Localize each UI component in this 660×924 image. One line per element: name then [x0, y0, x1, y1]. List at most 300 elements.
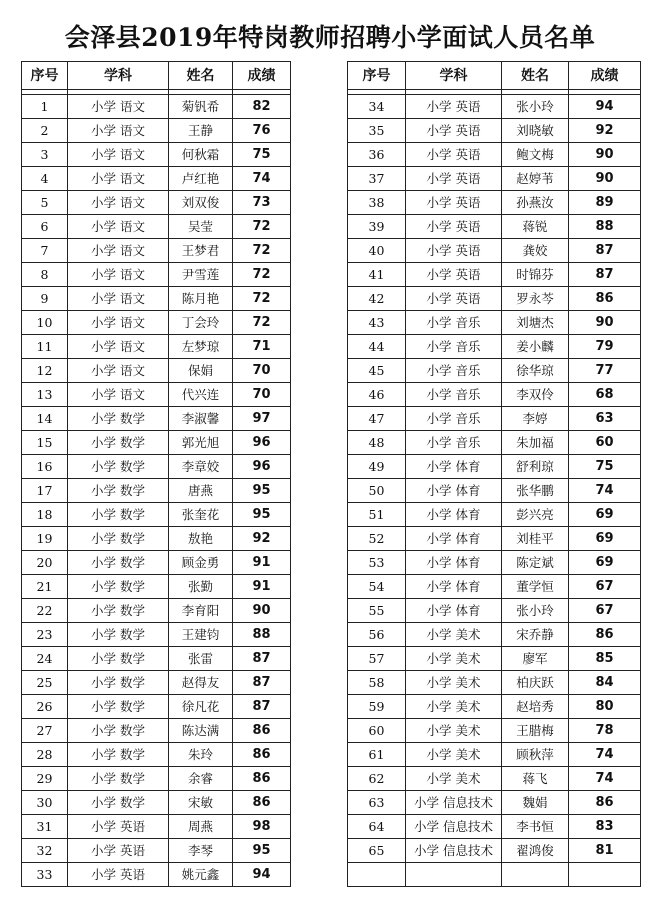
row-score: 86 — [569, 791, 641, 815]
row-score: 94 — [569, 95, 641, 119]
table-row — [22, 815, 291, 839]
table-row — [22, 359, 291, 383]
right-roster-table — [347, 61, 641, 887]
table-row — [348, 695, 641, 719]
row-score: 91 — [233, 551, 291, 575]
row-name: 李育阳 — [169, 599, 233, 623]
row-name: 张雷 — [169, 647, 233, 671]
table-row — [348, 479, 641, 503]
header-row — [348, 62, 641, 90]
row-number: 48 — [348, 431, 406, 455]
row-name: 刘塘杰 — [502, 311, 569, 335]
row-score: 87 — [233, 695, 291, 719]
row-number: 31 — [22, 815, 68, 839]
row-number: 28 — [22, 743, 68, 767]
row-name: 王腊梅 — [502, 719, 569, 743]
row-score: 86 — [233, 791, 291, 815]
header-row — [22, 62, 291, 90]
table-row — [22, 407, 291, 431]
row-subject: 小学 美术 — [406, 623, 502, 647]
table-row — [348, 167, 641, 191]
row-subject: 小学 数学 — [68, 599, 169, 623]
row-name: 卢红艳 — [169, 167, 233, 191]
row-name: 陈月艳 — [169, 287, 233, 311]
row-number: 1 — [22, 95, 68, 119]
row-name: 尹雪莲 — [169, 263, 233, 287]
table-row — [22, 263, 291, 287]
row-subject: 小学 英语 — [68, 863, 169, 887]
table-row — [348, 119, 641, 143]
row-subject: 小学 语文 — [68, 119, 169, 143]
row-score: 86 — [233, 743, 291, 767]
row-number — [348, 863, 406, 887]
row-score: 98 — [233, 815, 291, 839]
row-subject: 小学 美术 — [406, 695, 502, 719]
row-number: 59 — [348, 695, 406, 719]
row-number: 40 — [348, 239, 406, 263]
row-name: 柏庆跃 — [502, 671, 569, 695]
table-row — [348, 839, 641, 863]
row-subject — [406, 863, 502, 887]
row-subject: 小学 体育 — [406, 599, 502, 623]
header-subject: 学科 — [68, 62, 169, 90]
header-no: 序号 — [22, 62, 68, 90]
table-row — [22, 863, 291, 887]
row-name: 代兴连 — [169, 383, 233, 407]
row-number: 30 — [22, 791, 68, 815]
row-number: 38 — [348, 191, 406, 215]
row-name: 顾金勇 — [169, 551, 233, 575]
header-subject: 学科 — [406, 62, 502, 90]
row-score: 90 — [569, 143, 641, 167]
row-name: 王建钧 — [169, 623, 233, 647]
row-score: 90 — [569, 311, 641, 335]
row-number: 50 — [348, 479, 406, 503]
header-score: 成绩 — [233, 62, 291, 90]
row-subject: 小学 数学 — [68, 623, 169, 647]
row-number: 6 — [22, 215, 68, 239]
row-name: 姚元鑫 — [169, 863, 233, 887]
row-score: 75 — [569, 455, 641, 479]
row-number: 24 — [22, 647, 68, 671]
table-row — [22, 335, 291, 359]
row-name: 敖艳 — [169, 527, 233, 551]
row-number: 7 — [22, 239, 68, 263]
row-subject: 小学 数学 — [68, 575, 169, 599]
row-number: 13 — [22, 383, 68, 407]
row-name: 张小玲 — [502, 95, 569, 119]
row-name: 李双伶 — [502, 383, 569, 407]
table-row — [22, 695, 291, 719]
row-score: 77 — [569, 359, 641, 383]
row-number: 39 — [348, 215, 406, 239]
row-number: 15 — [22, 431, 68, 455]
row-subject: 小学 音乐 — [406, 383, 502, 407]
row-subject: 小学 信息技术 — [406, 815, 502, 839]
row-score: 88 — [569, 215, 641, 239]
table-row — [22, 647, 291, 671]
row-name: 朱加福 — [502, 431, 569, 455]
row-score: 70 — [233, 359, 291, 383]
table-row — [22, 167, 291, 191]
row-number: 45 — [348, 359, 406, 383]
row-name: 张华鹏 — [502, 479, 569, 503]
row-number: 17 — [22, 479, 68, 503]
row-name: 王静 — [169, 119, 233, 143]
row-name: 丁会玲 — [169, 311, 233, 335]
row-number: 9 — [22, 287, 68, 311]
row-number: 51 — [348, 503, 406, 527]
row-number: 35 — [348, 119, 406, 143]
row-number: 53 — [348, 551, 406, 575]
row-score: 81 — [569, 839, 641, 863]
row-subject: 小学 语文 — [68, 359, 169, 383]
table-row — [22, 383, 291, 407]
header-name: 姓名 — [502, 62, 569, 90]
row-score: 92 — [233, 527, 291, 551]
row-number: 4 — [22, 167, 68, 191]
row-subject: 小学 语文 — [68, 95, 169, 119]
row-score: 67 — [569, 599, 641, 623]
row-subject: 小学 英语 — [406, 239, 502, 263]
row-subject: 小学 数学 — [68, 455, 169, 479]
row-number: 5 — [22, 191, 68, 215]
row-number: 16 — [22, 455, 68, 479]
row-score: 83 — [569, 815, 641, 839]
row-name: 顾秋萍 — [502, 743, 569, 767]
table-row — [22, 311, 291, 335]
table-row — [22, 623, 291, 647]
row-subject: 小学 体育 — [406, 575, 502, 599]
row-score: 95 — [233, 479, 291, 503]
table-row — [348, 143, 641, 167]
table-row — [22, 527, 291, 551]
row-score: 68 — [569, 383, 641, 407]
row-number: 63 — [348, 791, 406, 815]
row-number: 57 — [348, 647, 406, 671]
table-row — [348, 407, 641, 431]
row-number: 33 — [22, 863, 68, 887]
row-subject: 小学 体育 — [406, 479, 502, 503]
row-score: 70 — [233, 383, 291, 407]
row-name: 张奎花 — [169, 503, 233, 527]
row-name: 罗永芩 — [502, 287, 569, 311]
table-row — [22, 479, 291, 503]
table-row — [22, 95, 291, 119]
row-score: 84 — [569, 671, 641, 695]
row-subject: 小学 英语 — [406, 119, 502, 143]
row-score: 72 — [233, 215, 291, 239]
table-row — [348, 791, 641, 815]
row-name: 龚姣 — [502, 239, 569, 263]
row-subject: 小学 数学 — [68, 527, 169, 551]
row-score: 78 — [569, 719, 641, 743]
row-number: 41 — [348, 263, 406, 287]
row-name: 余睿 — [169, 767, 233, 791]
row-score: 86 — [233, 719, 291, 743]
table-row — [22, 503, 291, 527]
row-subject: 小学 数学 — [68, 407, 169, 431]
table-row — [348, 623, 641, 647]
table-row — [348, 575, 641, 599]
row-number: 11 — [22, 335, 68, 359]
row-name: 徐华琼 — [502, 359, 569, 383]
table-row — [22, 791, 291, 815]
row-subject: 小学 英语 — [406, 287, 502, 311]
row-score: 92 — [569, 119, 641, 143]
table-row — [22, 671, 291, 695]
row-score: 75 — [233, 143, 291, 167]
row-subject: 小学 语文 — [68, 191, 169, 215]
row-subject: 小学 语文 — [68, 287, 169, 311]
row-score: 63 — [569, 407, 641, 431]
table-row — [22, 551, 291, 575]
row-name: 左梦琼 — [169, 335, 233, 359]
row-number: 36 — [348, 143, 406, 167]
row-score: 71 — [233, 335, 291, 359]
table-row — [22, 239, 291, 263]
table-row — [22, 767, 291, 791]
row-number: 37 — [348, 167, 406, 191]
table-row — [348, 719, 641, 743]
row-subject: 小学 数学 — [68, 647, 169, 671]
row-name: 鲍文梅 — [502, 143, 569, 167]
row-score: 69 — [569, 503, 641, 527]
row-score: 87 — [569, 263, 641, 287]
row-subject: 小学 英语 — [406, 167, 502, 191]
row-score: 82 — [233, 95, 291, 119]
row-score: 86 — [233, 767, 291, 791]
row-score: 72 — [233, 287, 291, 311]
row-number: 23 — [22, 623, 68, 647]
row-name: 王梦君 — [169, 239, 233, 263]
row-score: 69 — [569, 527, 641, 551]
row-number: 26 — [22, 695, 68, 719]
row-name: 李书恒 — [502, 815, 569, 839]
table-row — [348, 263, 641, 287]
row-subject: 小学 语文 — [68, 239, 169, 263]
row-subject: 小学 数学 — [68, 695, 169, 719]
row-number: 29 — [22, 767, 68, 791]
row-score: 87 — [233, 671, 291, 695]
table-row — [348, 287, 641, 311]
row-subject: 小学 语文 — [68, 311, 169, 335]
row-score: 72 — [233, 239, 291, 263]
table-row — [22, 215, 291, 239]
row-name: 李淑馨 — [169, 407, 233, 431]
table-row — [348, 215, 641, 239]
table-row — [22, 431, 291, 455]
table-row — [22, 575, 291, 599]
row-score: 69 — [569, 551, 641, 575]
table-row — [348, 647, 641, 671]
table-row — [348, 863, 641, 887]
row-name: 朱玲 — [169, 743, 233, 767]
row-score: 88 — [233, 623, 291, 647]
row-subject: 小学 信息技术 — [406, 839, 502, 863]
table-row — [348, 527, 641, 551]
table-row — [22, 743, 291, 767]
row-name: 李章姣 — [169, 455, 233, 479]
row-subject: 小学 语文 — [68, 143, 169, 167]
row-name: 彭兴亮 — [502, 503, 569, 527]
table-row — [348, 335, 641, 359]
table-row — [22, 143, 291, 167]
row-name: 蒋锐 — [502, 215, 569, 239]
row-number: 52 — [348, 527, 406, 551]
row-score: 91 — [233, 575, 291, 599]
row-subject: 小学 英语 — [406, 263, 502, 287]
table-row — [348, 671, 641, 695]
row-subject: 小学 体育 — [406, 551, 502, 575]
row-number: 43 — [348, 311, 406, 335]
table-row — [348, 815, 641, 839]
table-row — [348, 359, 641, 383]
row-subject: 小学 数学 — [68, 503, 169, 527]
row-number: 42 — [348, 287, 406, 311]
row-subject: 小学 英语 — [406, 143, 502, 167]
row-score: 89 — [569, 191, 641, 215]
table-row — [22, 191, 291, 215]
row-name: 保娟 — [169, 359, 233, 383]
row-score: 96 — [233, 431, 291, 455]
row-number: 55 — [348, 599, 406, 623]
row-score: 87 — [233, 647, 291, 671]
row-subject: 小学 语文 — [68, 167, 169, 191]
row-subject: 小学 英语 — [406, 215, 502, 239]
row-name: 廖军 — [502, 647, 569, 671]
row-subject: 小学 体育 — [406, 503, 502, 527]
table-row — [348, 311, 641, 335]
row-subject: 小学 语文 — [68, 335, 169, 359]
table-row — [348, 503, 641, 527]
row-number: 22 — [22, 599, 68, 623]
header-score: 成绩 — [569, 62, 641, 90]
row-number: 65 — [348, 839, 406, 863]
row-name: 刘晓敏 — [502, 119, 569, 143]
row-subject: 小学 音乐 — [406, 407, 502, 431]
row-name: 唐燕 — [169, 479, 233, 503]
table-row — [22, 719, 291, 743]
row-name: 郭光旭 — [169, 431, 233, 455]
table-row — [348, 239, 641, 263]
row-subject: 小学 信息技术 — [406, 791, 502, 815]
row-name: 何秋霜 — [169, 143, 233, 167]
row-subject: 小学 美术 — [406, 767, 502, 791]
row-name: 翟鸿俊 — [502, 839, 569, 863]
row-name: 赵婷苇 — [502, 167, 569, 191]
row-number: 27 — [22, 719, 68, 743]
row-name: 陈定斌 — [502, 551, 569, 575]
row-name: 孙燕汝 — [502, 191, 569, 215]
table-row — [348, 767, 641, 791]
row-subject: 小学 数学 — [68, 431, 169, 455]
row-subject: 小学 美术 — [406, 671, 502, 695]
row-number: 64 — [348, 815, 406, 839]
row-number: 12 — [22, 359, 68, 383]
row-score: 96 — [233, 455, 291, 479]
row-name: 菊钒希 — [169, 95, 233, 119]
row-number: 58 — [348, 671, 406, 695]
row-name — [502, 863, 569, 887]
left-roster-table — [21, 61, 291, 887]
row-name: 宋敏 — [169, 791, 233, 815]
row-score: 60 — [569, 431, 641, 455]
table-row — [348, 599, 641, 623]
row-score: 90 — [569, 167, 641, 191]
row-number: 2 — [22, 119, 68, 143]
row-subject: 小学 数学 — [68, 743, 169, 767]
row-score — [569, 863, 641, 887]
row-name: 李琴 — [169, 839, 233, 863]
row-name: 徐凡花 — [169, 695, 233, 719]
table-row — [22, 119, 291, 143]
row-name: 李婷 — [502, 407, 569, 431]
row-subject: 小学 英语 — [406, 95, 502, 119]
row-name: 时锦芬 — [502, 263, 569, 287]
row-name: 舒利琼 — [502, 455, 569, 479]
row-score: 97 — [233, 407, 291, 431]
header-no: 序号 — [348, 62, 406, 90]
row-name: 蒋飞 — [502, 767, 569, 791]
row-score: 76 — [233, 119, 291, 143]
row-name: 宋乔静 — [502, 623, 569, 647]
row-subject: 小学 数学 — [68, 671, 169, 695]
row-number: 8 — [22, 263, 68, 287]
row-subject: 小学 英语 — [68, 815, 169, 839]
row-number: 25 — [22, 671, 68, 695]
row-score: 73 — [233, 191, 291, 215]
row-subject: 小学 语文 — [68, 383, 169, 407]
row-number: 61 — [348, 743, 406, 767]
row-score: 80 — [569, 695, 641, 719]
table-row — [348, 191, 641, 215]
row-score: 94 — [233, 863, 291, 887]
row-score: 72 — [233, 263, 291, 287]
table-row — [22, 599, 291, 623]
row-number: 46 — [348, 383, 406, 407]
table-row — [348, 743, 641, 767]
row-name: 魏娟 — [502, 791, 569, 815]
table-row — [22, 455, 291, 479]
row-number: 44 — [348, 335, 406, 359]
row-score: 85 — [569, 647, 641, 671]
row-score: 67 — [569, 575, 641, 599]
row-subject: 小学 音乐 — [406, 359, 502, 383]
row-subject: 小学 音乐 — [406, 431, 502, 455]
row-subject: 小学 数学 — [68, 719, 169, 743]
row-score: 87 — [569, 239, 641, 263]
row-score: 72 — [233, 311, 291, 335]
row-number: 19 — [22, 527, 68, 551]
table-row — [348, 383, 641, 407]
row-subject: 小学 音乐 — [406, 335, 502, 359]
row-subject: 小学 数学 — [68, 479, 169, 503]
header-name: 姓名 — [169, 62, 233, 90]
row-score: 74 — [569, 743, 641, 767]
row-number: 47 — [348, 407, 406, 431]
row-name: 张勤 — [169, 575, 233, 599]
row-score: 74 — [569, 767, 641, 791]
row-score: 74 — [233, 167, 291, 191]
row-subject: 小学 语文 — [68, 263, 169, 287]
row-subject: 小学 数学 — [68, 791, 169, 815]
row-name: 周燕 — [169, 815, 233, 839]
row-number: 10 — [22, 311, 68, 335]
row-name: 刘桂平 — [502, 527, 569, 551]
row-subject: 小学 数学 — [68, 551, 169, 575]
row-score: 86 — [569, 623, 641, 647]
